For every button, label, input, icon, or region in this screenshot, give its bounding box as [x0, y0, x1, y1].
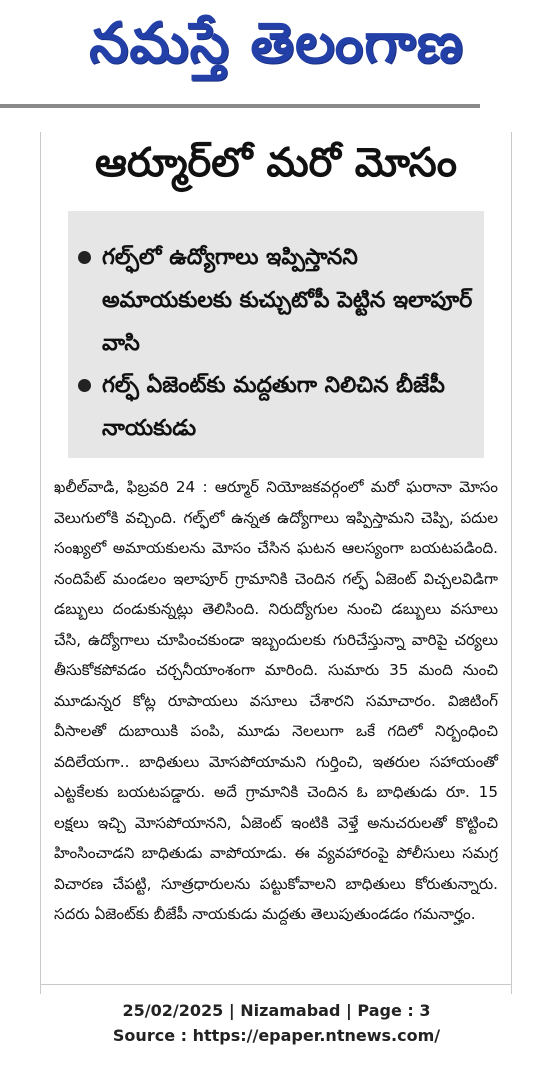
bullet-icon	[78, 251, 91, 264]
masthead	[0, 0, 553, 100]
column-border-right	[511, 132, 512, 994]
newspaper-logo: నమస్తే తెలంగాణ	[89, 10, 464, 76]
source-link[interactable]: Source : https://epaper.ntnews.com/	[112, 1026, 441, 1045]
bullet-icon	[78, 379, 91, 392]
edition-info: 25/02/2025 | Nizamabad | Page : 3	[122, 1001, 431, 1020]
highlight-text: గల్ఫ్ ఏజెంట్‌కు మద్దతుగా నిలిచిన బీజేపీ నాయకుడు	[102, 373, 445, 441]
article-body: ఖలీల్‌వాడి, ఫిబ్రవరి 24 : ఆర్మూర్ నియోజకవర్గంలో మరో ఘరానా మోసం వెలుగులోకి వచ్చింది. గల్ఫ్‌లో ఉన్నత ఉద్యోగాలు ఇప్పిస్తామని చెప్పి, పదుల సంఖ్యలో అమాయకులను మోసం చేసిన ఘటన ఆలస్యంగా బయటపడింది. నందిపేట్ మండలం ఇలాపూర్ గ్రామానికి చెందిన గల్ఫ్ ఏజెంట్ విచ్చలవిడిగా డబ్బులు దండుకున్నట్లు తెలిసింది. నిరుద్యోగుల నుంచి డబ్బులు వసూలు చేసి, ఉద్యోగాలు చూపించకుండా ఇబ్బందులకు గురిచేస్తున్నా వారిపై చర్యలు తీసుకోకపోవడం చర్చనీయాంశంగా మారింది. సుమారు 35 మంది నుంచి మూడున్నర కోట్ల రూపాయలు వసూలు చేశారని సమాచారం. విజిటింగ్ వీసాలతో దుబాయికి పంపి, మూడు నెలలుగా ఒకే గదిలో నిర్బంధించి వదిలేయగా.. బాధితులు మోసపోయామని గుర్తించి, ఇతరుల సహాయంతో ఎట్టకేలకు బయటపడ్డారు. అదే గ్రామానికి చెందిన ఓ బాధితుడు రూ. 15 లక్షలు ఇచ్చి మోసపోయానని, ఏజెంట్ ఇంటికి వెళ్తే అనుచరులతో కొట్టించి హింసించాడని బాధితుడు వాపోయాడు. ఈ వ్యవహారంపై పోలీసులు సమగ్ర విచారణ చేపట్టి, సూత్రధారులను పట్టుకోవాలని బాధితులు కోరుతున్నారు. సదరు ఏజెంట్‌కు బీజేపీ నాయకుడు మద్దతు తెలుపుతుండడం గమనార్హం.	[54, 478, 498, 923]
column-border-left	[40, 132, 41, 994]
page-footer	[0, 998, 553, 1048]
highlight-text: గల్ఫ్‌లో ఉద్యోగాలు ఇప్పిస్తానని అమాయకులకు కుచ్చుటోపీ పెట్టిన ఇలాపూర్ వాసి	[102, 245, 473, 356]
masthead-divider	[0, 104, 480, 108]
highlight-item	[82, 364, 482, 450]
highlights-box	[68, 211, 484, 458]
highlight-item	[82, 236, 482, 365]
column-border-bottom	[40, 984, 512, 985]
article-headline: ఆర్మూర్‌లో మరో మోసం	[95, 140, 457, 186]
